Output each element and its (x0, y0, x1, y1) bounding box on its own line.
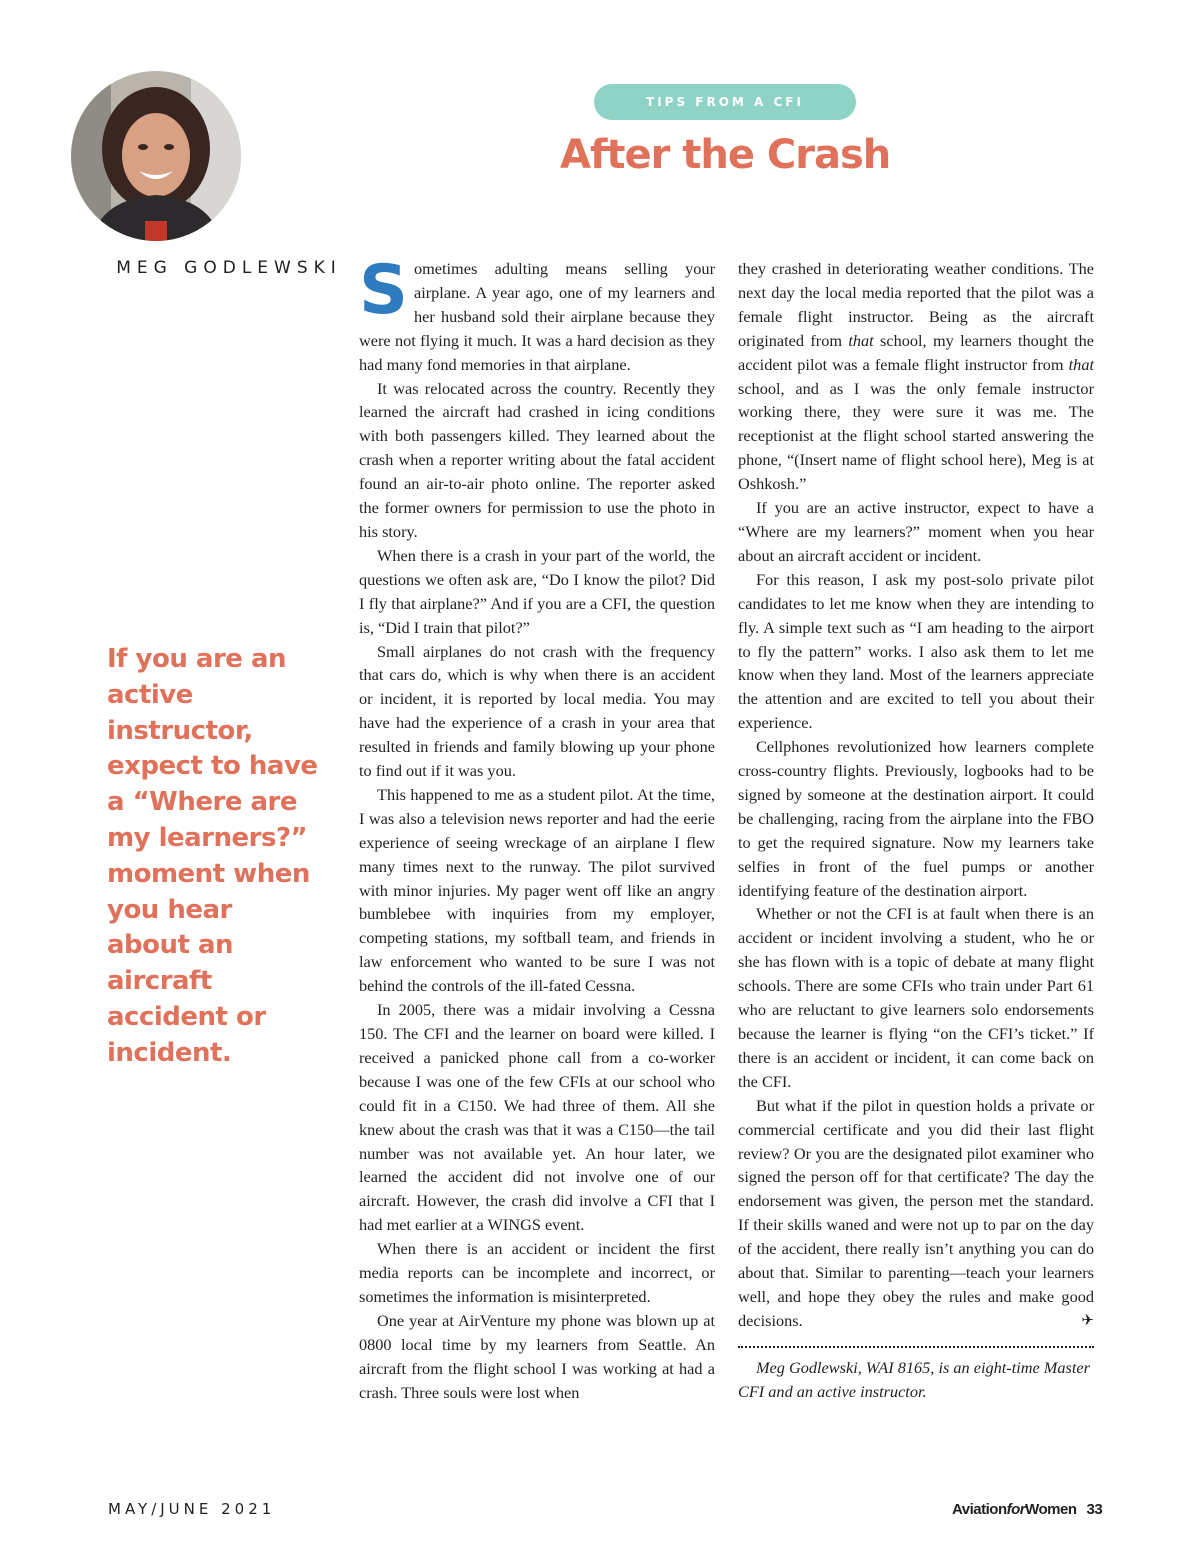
article-paragraph: This happened to me as a student pilot. At the time, I was also a television news reporter and had the eerie experience of seeing wreckage of an airplane I flew many times next to the runway. The pilot survived with minor injuries. My pager went off like an angry bumblebee with inquiries from my employer, competing stations, my softball team, and friends in law enforcement who wanted to be sure I was not behind the controls of the ill-fated Cessna. (359, 784, 715, 996)
article-paragraph: It was relocated across the country. Recently they learned the aircraft had crashed in icing conditions with both passengers killed. They learned about the crash when a reporter writing about the fatal accident found an air-to-air photo online. The reporter asked the former owners for permission to use the photo in his story. (359, 378, 715, 541)
issue-date: MAY/JUNE 2021 (108, 1500, 276, 1518)
page-number: 33 (1086, 1501, 1103, 1518)
magazine-name: AviationforWomen (952, 1501, 1077, 1518)
article-paragraph: Sometimes adulting means selling your airplane. A year ago, one of my learners and her husband sold their airplane because they were not flying it much. It was a hard decision as they had many fond memories in that airplane. (359, 251, 715, 374)
section-kicker: TIPS FROM A CFI (594, 84, 856, 120)
article-paragraph: When there is an accident or incident the first media reports can be incomplete and incorrect, or sometimes the information is misinterpreted. (359, 1239, 715, 1306)
article-paragraph: Whether or not the CFI is at fault when there is an accident or incident involving a student, who he or she has flown with is a topic of debate at many flight schools. There are some CFIs who train under Part 61 who are reluctant to give learners solo endorsements because the learner is flying “on the CFI’s ticket.” If there is an accident or incident, it can come back on the CFI. (738, 904, 1094, 1091)
footer-masthead (952, 1501, 1103, 1518)
author-name: MEG GODLEWSKI (116, 258, 342, 278)
pull-quote: If you are an active instructor, expect to have a “Where are my learners?” moment when you hear about an aircraft accident or incident. (107, 644, 318, 1068)
article-column-left (359, 251, 715, 1405)
divider (738, 1346, 1094, 1348)
article-paragraph: Small airplanes do not crash with the frequency that cars do, which is why when there is an accident or incident, it is reported by local media. You may have had the experience of a crash in your area that resulted in friends and family blowing up your phone to find out if it was you. (359, 641, 715, 781)
article-paragraph: But what if the pilot in question holds a private or commercial certificate and you did their last flight review? Or you are the designated pilot examiner who signed the person off for that certificate? The day the endorsement was given, the person met the standard. If their skills waned and were not up to par on the day of the accident, there really isn’t anything you can do about that. Similar to parenting—teach your learners well, and hope they obey the rules and make good decisions. ✈ (738, 1094, 1094, 1333)
airplane-icon: ✈ (1081, 1310, 1094, 1329)
author-photo (71, 71, 241, 241)
article-paragraph: If you are an active instructor, expect to have a “Where are my learners?” moment when you hear about an aircraft accident or incident. (738, 498, 1094, 565)
author-bio: Meg Godlewski, WAI 8165, is an eight-time Master CFI and an active instructor. (738, 1357, 1090, 1401)
article-paragraph: Cellphones revolutionized how learners complete cross-country flights. Previously, logbooks had to be signed by someone at the destination airport. It could be challenging, racing from the airplane into the FBO to get the required signature. Now my learners take selfies in front of the fuel pumps or another identifying feature of the destination airport. (738, 737, 1094, 900)
article-paragraph: For this reason, I ask my post-solo private pilot candidates to let me know when they are intending to fly. A simple text such as “I am heading to the airport to fly the pattern” works. I also ask them to let me know when they land. Most of the learners appreciate the attention and are excited to tell you about their experience. (738, 569, 1094, 733)
article-paragraph: they crashed in deteriorating weather conditions. The next day the local media reported that the pilot was a female flight instructor. Being as the aircraft originated from that school, my learners thought the accident pilot was a female flight instructor from that school, and as I was the only female instructor working there, they were sure it was me. The receptionist at the flight school started answering the phone, “(Insert name of flight school here), Meg is at Oshkosh.” (738, 259, 1094, 494)
drop-cap: S (359, 251, 408, 330)
article-paragraph: In 2005, there was a midair involving a Cessna 150. The CFI and the learner on board were killed. I received a panicked phone call from a co-worker because I was one of the few CFIs at our school who could fit in a C150. We had three of them. All she knew about the crash was that it was a C150—the tail number was not available yet. An hour later, we learned the accident did not involve one of our aircraft. However, the crash did involve a CFI that I had met earlier at a WINGS event. (359, 1000, 715, 1235)
article-column-right (738, 257, 1094, 1404)
article-paragraph: When there is a crash in your part of the world, the questions we often ask are, “Do I know the pilot? Did I fly that airplane?” And if you are a CFI, the question is, “Did I train that pilot?” (359, 545, 715, 637)
article-paragraph: One year at AirVenture my phone was blown up at 0800 local time by my learners from Seattle. An aircraft from the flight school I was working at had a crash. Three souls were lost when (359, 1310, 715, 1402)
article-title: After the Crash (560, 132, 891, 178)
